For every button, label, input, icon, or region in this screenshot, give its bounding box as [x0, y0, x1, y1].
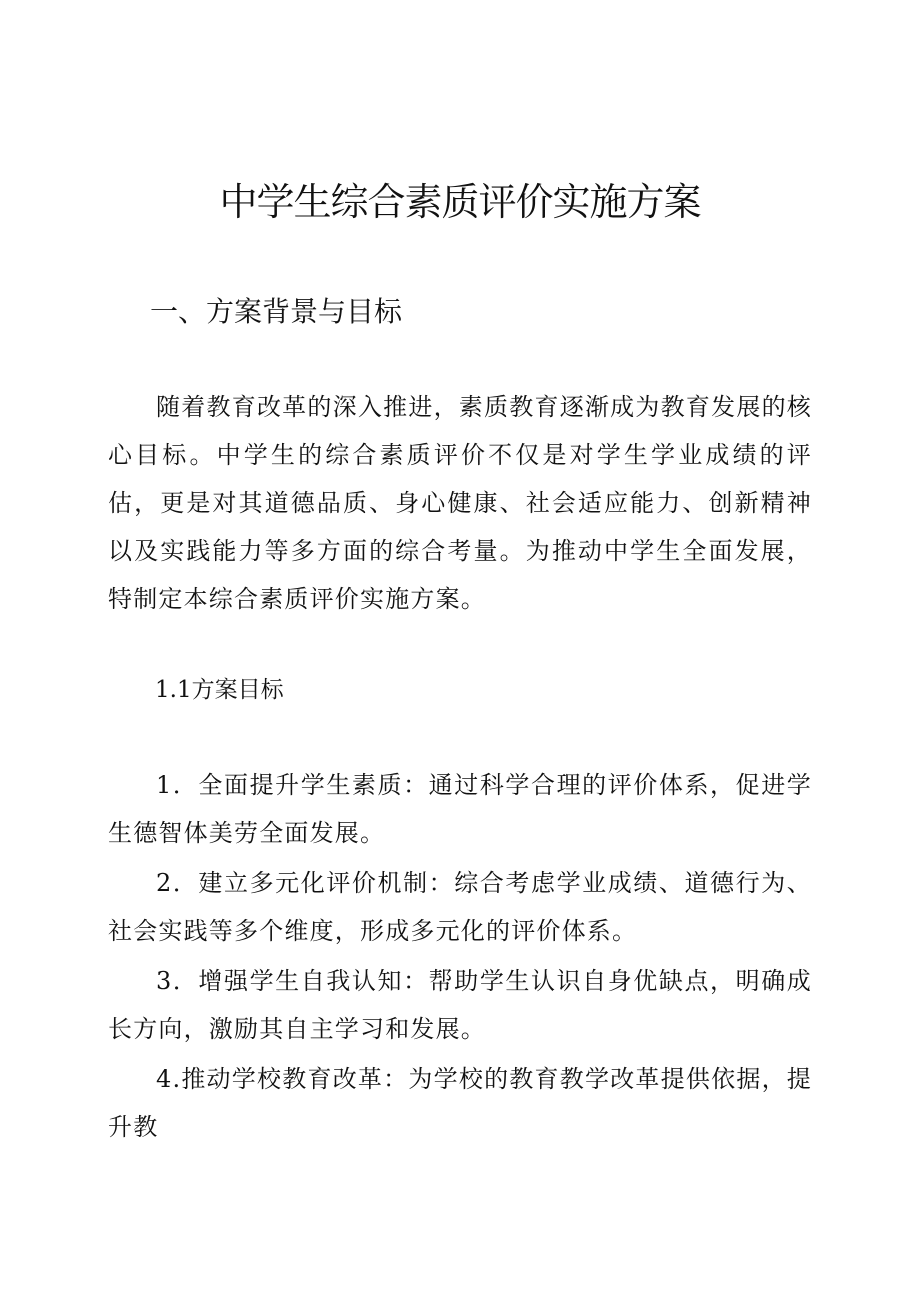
subsection-heading: 1.1方案目标: [155, 677, 284, 703]
goal-item: [108, 1055, 812, 1151]
goal-item-text: 2．建立多元化评价机制：综合考虑学业成绩、道德行为、社会实践等多个维度，形成多元化的评价体系。: [108, 869, 812, 945]
goal-item-text: 4.推动学校教育改革：为学校的教育教学改革提供依据，提升教: [108, 1065, 812, 1141]
document-title: 中学生综合素质评价实施方案: [219, 180, 701, 224]
goal-item: [108, 761, 812, 857]
section-heading: 一、方案背景与目标: [150, 295, 403, 328]
intro-paragraph: [108, 383, 812, 623]
goal-item-text: 1．全面提升学生素质：通过科学合理的评价体系，促进学生德智体美劳全面发展。: [108, 771, 812, 847]
goal-item: [108, 859, 812, 955]
intro-text: 随着教育改革的深入推进，素质教育逐渐成为教育发展的核心目标。中学生的综合素质评价不仅是对学生学业成绩的评估，更是对其道德品质、身心健康、社会适应能力、创新精神以及实践能力等多方面的综合考量。为推动中学生全面发展，特制定本综合素质评价实施方案。: [108, 393, 812, 613]
goal-item-text: 3．增强学生自我认知：帮助学生认识自身优缺点，明确成长方向，激励其自主学习和发展。: [108, 967, 812, 1043]
goal-item: [108, 957, 812, 1053]
